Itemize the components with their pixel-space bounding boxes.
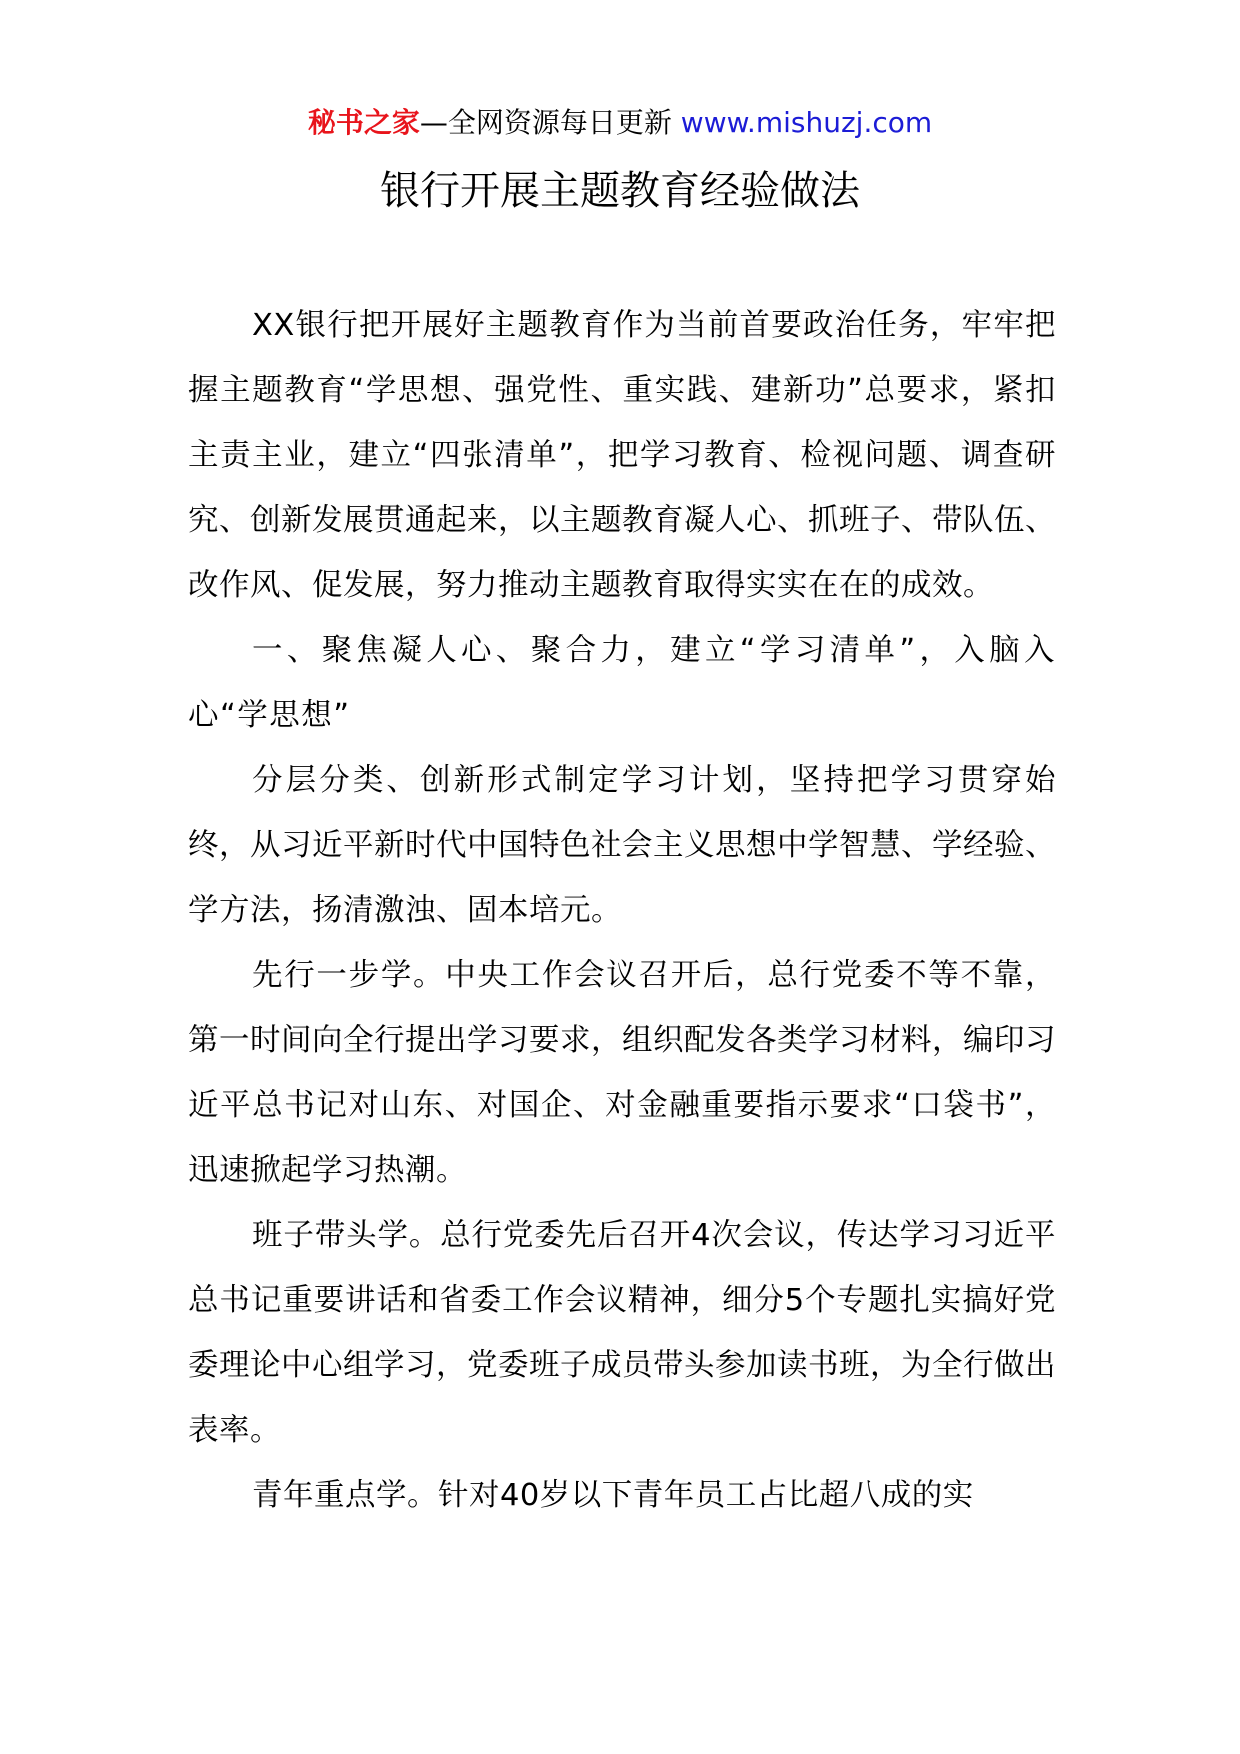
intro-paragraph: XX银行把开展好主题教育作为当前首要政治任务，牢牢把握主题教育“学思想、强党性、重实践、建新功”总要求，紧扣主责主业，建立“四张清单”，把学习教育、检视问题、调查研究、创新发展贯通起来，以主题教育凝人心、抓班子、带队伍、改作风、促发展，努力推动主题教育取得实实在在的成效。 — [188, 308, 1056, 603]
document-body — [188, 293, 1056, 1528]
website-link[interactable]: www.mishuzj.com — [680, 106, 933, 139]
section-heading: 一、聚焦凝人心、聚合力，建立“学习清单”，入脑入心“学思想” — [188, 633, 1056, 733]
brand-name: 秘书之家 — [307, 106, 420, 139]
body-paragraph: 班子带头学。总行党委先后召开4次会议，传达学习习近平总书记重要讲话和省委工作会议精神，细分5个专题扎实搞好党委理论中心组学习，党委班子成员带头参加读书班，为全行做出表率。 — [188, 1218, 1056, 1448]
document-title: 银行开展主题教育经验做法 — [380, 168, 860, 214]
body-paragraph: 青年重点学。针对40岁以下青年员工占比超八成的实 — [252, 1478, 974, 1513]
page-header — [0, 103, 1240, 143]
header-slogan: —全网资源每日更新 — [419, 106, 672, 139]
body-paragraph: 先行一步学。中央工作会议召开后，总行党委不等不靠，第一时间向全行提出学习要求，组织配发各类学习材料，编印习近平总书记对山东、对国企、对金融重要指示要求“口袋书”，迅速掀起学习热潮。 — [188, 958, 1056, 1188]
body-paragraph: 分层分类、创新形式制定学习计划，坚持把学习贯穿始终，从习近平新时代中国特色社会主义思想中学智慧、学经验、学方法，扬清激浊、固本培元。 — [188, 763, 1056, 928]
